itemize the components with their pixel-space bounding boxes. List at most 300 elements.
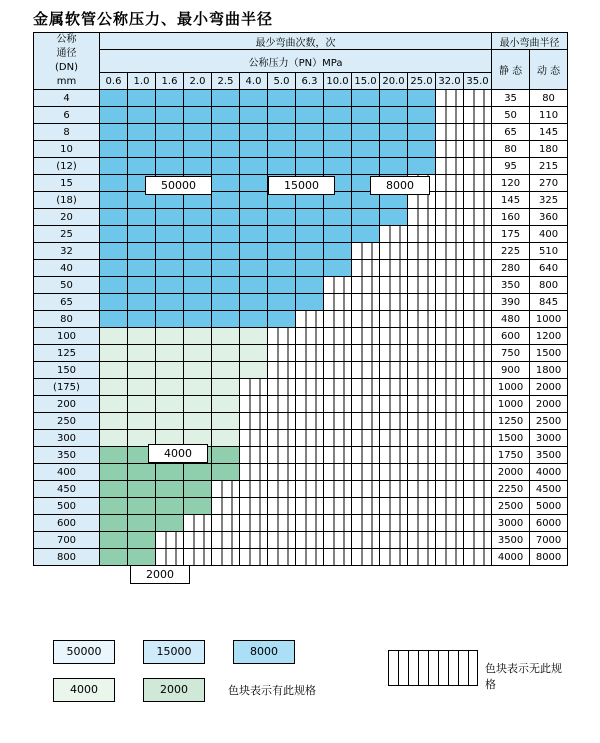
cell-r4-c12 — [436, 158, 464, 175]
cell-r10-c5 — [240, 260, 268, 277]
row-static-value: 145 — [492, 192, 530, 209]
row-dynamic-value: 80 — [530, 90, 568, 107]
cell-r2-c13 — [464, 124, 492, 141]
cell-r27-c10 — [380, 549, 408, 566]
cell-r3-c9 — [352, 141, 380, 158]
row-dynamic-value: 215 — [530, 158, 568, 175]
cell-r11-c8 — [324, 277, 352, 294]
callout-15000: 15000 — [268, 176, 335, 195]
row-dynamic-value: 6000 — [530, 515, 568, 532]
cell-r23-c3 — [184, 481, 212, 498]
cell-r25-c8 — [324, 515, 352, 532]
cell-r21-c13 — [464, 447, 492, 464]
cell-r19-c9 — [352, 413, 380, 430]
cell-r27-c11 — [408, 549, 436, 566]
row-static-value: 4000 — [492, 549, 530, 566]
cell-r13-c13 — [464, 311, 492, 328]
cell-r24-c11 — [408, 498, 436, 515]
cell-r8-c4 — [212, 226, 240, 243]
cell-r27-c1 — [128, 549, 156, 566]
cell-r19-c4 — [212, 413, 240, 430]
row-static-value: 65 — [492, 124, 530, 141]
cell-r11-c2 — [156, 277, 184, 294]
cell-r14-c4 — [212, 328, 240, 345]
cell-r6-c5 — [240, 192, 268, 209]
cell-r4-c2 — [156, 158, 184, 175]
cell-r12-c2 — [156, 294, 184, 311]
cell-r14-c0 — [100, 328, 128, 345]
cell-r20-c13 — [464, 430, 492, 447]
cell-r3-c6 — [268, 141, 296, 158]
cell-r13-c10 — [380, 311, 408, 328]
row-dynamic-value: 3000 — [530, 430, 568, 447]
cell-r0-c13 — [464, 90, 492, 107]
pressure-col-11: 25.0 — [408, 73, 436, 90]
row-static-value: 390 — [492, 294, 530, 311]
cell-r9-c5 — [240, 243, 268, 260]
row-static-value: 900 — [492, 362, 530, 379]
cell-r22-c3 — [184, 464, 212, 481]
cell-r8-c7 — [296, 226, 324, 243]
cell-r21-c12 — [436, 447, 464, 464]
cell-r17-c13 — [464, 379, 492, 396]
row-static-value: 2500 — [492, 498, 530, 515]
cell-r15-c8 — [324, 345, 352, 362]
cell-r16-c6 — [268, 362, 296, 379]
dn-header-line-1: 公称 — [56, 34, 77, 45]
cell-r2-c0 — [100, 124, 128, 141]
cell-r26-c0 — [100, 532, 128, 549]
cell-r11-c7 — [296, 277, 324, 294]
cell-r13-c2 — [156, 311, 184, 328]
cell-r23-c13 — [464, 481, 492, 498]
cell-r16-c9 — [352, 362, 380, 379]
row-dn-label: 600 — [34, 515, 100, 532]
cell-r5-c5 — [240, 175, 268, 192]
cell-r14-c10 — [380, 328, 408, 345]
cell-r17-c12 — [436, 379, 464, 396]
cell-r12-c5 — [240, 294, 268, 311]
row-dynamic-value: 510 — [530, 243, 568, 260]
legend-swatch-stripe — [388, 650, 478, 686]
row-static-value: 95 — [492, 158, 530, 175]
cell-r14-c6 — [268, 328, 296, 345]
cell-r11-c5 — [240, 277, 268, 294]
cell-r6-c12 — [436, 192, 464, 209]
cell-r19-c11 — [408, 413, 436, 430]
cell-r27-c4 — [212, 549, 240, 566]
cell-r0-c1 — [128, 90, 156, 107]
cell-r10-c7 — [296, 260, 324, 277]
cell-r10-c3 — [184, 260, 212, 277]
cell-r11-c12 — [436, 277, 464, 294]
cell-r8-c1 — [128, 226, 156, 243]
cell-r9-c0 — [100, 243, 128, 260]
cell-r17-c10 — [380, 379, 408, 396]
cell-r26-c6 — [268, 532, 296, 549]
table-row — [34, 549, 568, 566]
cell-r23-c12 — [436, 481, 464, 498]
cell-r16-c1 — [128, 362, 156, 379]
cell-r15-c5 — [240, 345, 268, 362]
cell-r17-c6 — [268, 379, 296, 396]
cell-r10-c11 — [408, 260, 436, 277]
table-row — [34, 90, 568, 107]
cell-r23-c7 — [296, 481, 324, 498]
cell-r8-c9 — [352, 226, 380, 243]
cell-r21-c7 — [296, 447, 324, 464]
cell-r18-c1 — [128, 396, 156, 413]
cell-r11-c3 — [184, 277, 212, 294]
cell-r14-c3 — [184, 328, 212, 345]
cell-r4-c5 — [240, 158, 268, 175]
cell-r26-c2 — [156, 532, 184, 549]
spec-table — [33, 32, 568, 566]
cell-r16-c2 — [156, 362, 184, 379]
cell-r16-c10 — [380, 362, 408, 379]
cell-r7-c4 — [212, 209, 240, 226]
legend-note-color: 色块表示有此规格 — [228, 684, 316, 697]
cell-r14-c11 — [408, 328, 436, 345]
cell-r25-c3 — [184, 515, 212, 532]
cell-r4-c11 — [408, 158, 436, 175]
callout-8000: 8000 — [370, 176, 430, 195]
pressure-row — [34, 73, 568, 90]
cell-r3-c13 — [464, 141, 492, 158]
cell-r2-c4 — [212, 124, 240, 141]
cell-r20-c8 — [324, 430, 352, 447]
cell-r12-c7 — [296, 294, 324, 311]
cell-r27-c0 — [100, 549, 128, 566]
cell-r23-c9 — [352, 481, 380, 498]
cell-r26-c4 — [212, 532, 240, 549]
table-row — [34, 124, 568, 141]
cell-r3-c8 — [324, 141, 352, 158]
table-row — [34, 362, 568, 379]
cell-r14-c1 — [128, 328, 156, 345]
cell-r11-c1 — [128, 277, 156, 294]
pressure-col-10: 20.0 — [380, 73, 408, 90]
cell-r9-c12 — [436, 243, 464, 260]
cell-r12-c8 — [324, 294, 352, 311]
row-dn-label: 150 — [34, 362, 100, 379]
row-dn-label: 8 — [34, 124, 100, 141]
row-dn-label: 15 — [34, 175, 100, 192]
cell-r13-c1 — [128, 311, 156, 328]
cell-r26-c11 — [408, 532, 436, 549]
cell-r25-c7 — [296, 515, 324, 532]
cell-r27-c9 — [352, 549, 380, 566]
cell-r6-c4 — [212, 192, 240, 209]
cell-r12-c11 — [408, 294, 436, 311]
cell-r10-c1 — [128, 260, 156, 277]
cell-r7-c11 — [408, 209, 436, 226]
cell-r15-c10 — [380, 345, 408, 362]
cell-r23-c1 — [128, 481, 156, 498]
cell-r21-c11 — [408, 447, 436, 464]
cell-r3-c3 — [184, 141, 212, 158]
cell-r4-c1 — [128, 158, 156, 175]
cell-r19-c10 — [380, 413, 408, 430]
cell-r20-c12 — [436, 430, 464, 447]
cell-r25-c13 — [464, 515, 492, 532]
row-dn-label: 6 — [34, 107, 100, 124]
cell-r18-c0 — [100, 396, 128, 413]
callout-4000: 4000 — [148, 444, 208, 463]
cell-r26-c9 — [352, 532, 380, 549]
row-dynamic-value: 145 — [530, 124, 568, 141]
row-static-value: 2000 — [492, 464, 530, 481]
cell-r22-c4 — [212, 464, 240, 481]
row-dynamic-value: 180 — [530, 141, 568, 158]
cell-r5-c13 — [464, 175, 492, 192]
cell-r23-c4 — [212, 481, 240, 498]
cell-r25-c2 — [156, 515, 184, 532]
row-dynamic-value: 1800 — [530, 362, 568, 379]
table-row — [34, 294, 568, 311]
cell-r0-c12 — [436, 90, 464, 107]
cell-r22-c11 — [408, 464, 436, 481]
cell-r13-c8 — [324, 311, 352, 328]
cell-r0-c0 — [100, 90, 128, 107]
table-row — [34, 430, 568, 447]
cell-r10-c4 — [212, 260, 240, 277]
cell-r15-c12 — [436, 345, 464, 362]
row-dynamic-value: 5000 — [530, 498, 568, 515]
cell-r20-c5 — [240, 430, 268, 447]
cell-r11-c9 — [352, 277, 380, 294]
cell-r9-c6 — [268, 243, 296, 260]
row-dynamic-value: 4000 — [530, 464, 568, 481]
cell-r24-c3 — [184, 498, 212, 515]
cell-r15-c7 — [296, 345, 324, 362]
cell-r14-c7 — [296, 328, 324, 345]
cell-r11-c10 — [380, 277, 408, 294]
cell-r24-c7 — [296, 498, 324, 515]
cell-r27-c5 — [240, 549, 268, 566]
cell-r22-c1 — [128, 464, 156, 481]
cell-r4-c0 — [100, 158, 128, 175]
row-dn-label: 10 — [34, 141, 100, 158]
row-dn-label: 450 — [34, 481, 100, 498]
cell-r3-c4 — [212, 141, 240, 158]
row-static-value: 750 — [492, 345, 530, 362]
row-static-value: 3000 — [492, 515, 530, 532]
cell-r19-c5 — [240, 413, 268, 430]
cell-r2-c5 — [240, 124, 268, 141]
cell-r5-c4 — [212, 175, 240, 192]
cell-r0-c4 — [212, 90, 240, 107]
cell-r22-c0 — [100, 464, 128, 481]
table-row — [34, 515, 568, 532]
table-row — [34, 277, 568, 294]
table-row — [34, 328, 568, 345]
static-header: 静 态 — [492, 50, 530, 90]
cell-r26-c13 — [464, 532, 492, 549]
pressure-header: 公称压力（PN）MPa — [100, 50, 492, 73]
row-dn-label: (18) — [34, 192, 100, 209]
cell-r20-c10 — [380, 430, 408, 447]
cell-r12-c10 — [380, 294, 408, 311]
row-static-value: 2250 — [492, 481, 530, 498]
cell-r1-c7 — [296, 107, 324, 124]
dn-header — [34, 33, 100, 90]
cell-r2-c6 — [268, 124, 296, 141]
cell-r18-c11 — [408, 396, 436, 413]
cell-r10-c2 — [156, 260, 184, 277]
cell-r25-c1 — [128, 515, 156, 532]
cell-r15-c13 — [464, 345, 492, 362]
cell-r15-c4 — [212, 345, 240, 362]
pressure-col-0: 0.6 — [100, 73, 128, 90]
cell-r7-c5 — [240, 209, 268, 226]
cell-r19-c12 — [436, 413, 464, 430]
cell-r10-c10 — [380, 260, 408, 277]
callout-2000: 2000 — [130, 565, 190, 584]
cell-r18-c12 — [436, 396, 464, 413]
cell-r0-c5 — [240, 90, 268, 107]
cell-r19-c2 — [156, 413, 184, 430]
cell-r25-c0 — [100, 515, 128, 532]
cell-r2-c9 — [352, 124, 380, 141]
cell-r1-c10 — [380, 107, 408, 124]
cell-r27-c2 — [156, 549, 184, 566]
cell-r12-c0 — [100, 294, 128, 311]
cell-r2-c8 — [324, 124, 352, 141]
cell-r4-c7 — [296, 158, 324, 175]
cell-r1-c13 — [464, 107, 492, 124]
cell-r3-c1 — [128, 141, 156, 158]
cell-r9-c4 — [212, 243, 240, 260]
cell-r26-c12 — [436, 532, 464, 549]
row-static-value: 1250 — [492, 413, 530, 430]
cell-r16-c13 — [464, 362, 492, 379]
pressure-col-2: 1.6 — [156, 73, 184, 90]
row-dynamic-value: 640 — [530, 260, 568, 277]
cell-r17-c11 — [408, 379, 436, 396]
cell-r0-c7 — [296, 90, 324, 107]
cell-r13-c11 — [408, 311, 436, 328]
cell-r2-c2 — [156, 124, 184, 141]
cell-r14-c9 — [352, 328, 380, 345]
cell-r18-c6 — [268, 396, 296, 413]
cell-r7-c12 — [436, 209, 464, 226]
table-row — [34, 260, 568, 277]
row-dn-label: 350 — [34, 447, 100, 464]
cell-r8-c11 — [408, 226, 436, 243]
cell-r1-c2 — [156, 107, 184, 124]
cell-r24-c5 — [240, 498, 268, 515]
cell-r16-c12 — [436, 362, 464, 379]
cell-r15-c6 — [268, 345, 296, 362]
row-dynamic-value: 7000 — [530, 532, 568, 549]
table-row — [34, 413, 568, 430]
cell-r20-c6 — [268, 430, 296, 447]
table-row — [34, 532, 568, 549]
cell-r7-c9 — [352, 209, 380, 226]
row-dn-label: 80 — [34, 311, 100, 328]
cell-r2-c7 — [296, 124, 324, 141]
cell-r2-c1 — [128, 124, 156, 141]
cell-r4-c3 — [184, 158, 212, 175]
cell-r1-c8 — [324, 107, 352, 124]
cell-r24-c9 — [352, 498, 380, 515]
cell-r9-c2 — [156, 243, 184, 260]
cell-r18-c3 — [184, 396, 212, 413]
dn-header-line-3: (DN) — [55, 62, 78, 73]
row-static-value: 175 — [492, 226, 530, 243]
cell-r12-c6 — [268, 294, 296, 311]
cell-r8-c5 — [240, 226, 268, 243]
row-dn-label: 125 — [34, 345, 100, 362]
cell-r18-c13 — [464, 396, 492, 413]
row-dynamic-value: 270 — [530, 175, 568, 192]
cell-r27-c6 — [268, 549, 296, 566]
pressure-col-9: 15.0 — [352, 73, 380, 90]
row-dynamic-value: 4500 — [530, 481, 568, 498]
row-dn-label: 20 — [34, 209, 100, 226]
cell-r15-c1 — [128, 345, 156, 362]
cell-r1-c5 — [240, 107, 268, 124]
cell-r7-c10 — [380, 209, 408, 226]
cell-r22-c2 — [156, 464, 184, 481]
cell-r9-c1 — [128, 243, 156, 260]
row-dynamic-value: 110 — [530, 107, 568, 124]
cell-r9-c11 — [408, 243, 436, 260]
cell-r18-c2 — [156, 396, 184, 413]
cell-r10-c0 — [100, 260, 128, 277]
cell-r25-c12 — [436, 515, 464, 532]
cell-r27-c3 — [184, 549, 212, 566]
cell-r13-c9 — [352, 311, 380, 328]
cell-r19-c13 — [464, 413, 492, 430]
cell-r26-c3 — [184, 532, 212, 549]
row-static-value: 280 — [492, 260, 530, 277]
cell-r18-c8 — [324, 396, 352, 413]
cell-r25-c6 — [268, 515, 296, 532]
cell-r23-c6 — [268, 481, 296, 498]
table-row — [34, 447, 568, 464]
legend-swatch-8000: 8000 — [233, 640, 295, 664]
row-dn-label: (12) — [34, 158, 100, 175]
cell-r4-c10 — [380, 158, 408, 175]
cell-r1-c1 — [128, 107, 156, 124]
row-dn-label: 65 — [34, 294, 100, 311]
dn-header-line-2: 通径 — [56, 48, 77, 59]
cell-r17-c2 — [156, 379, 184, 396]
cell-r7-c0 — [100, 209, 128, 226]
row-dynamic-value: 1200 — [530, 328, 568, 345]
table-body — [34, 90, 568, 566]
cell-r22-c7 — [296, 464, 324, 481]
cell-r11-c13 — [464, 277, 492, 294]
cell-r19-c3 — [184, 413, 212, 430]
cell-r4-c4 — [212, 158, 240, 175]
cell-r22-c13 — [464, 464, 492, 481]
cell-r0-c6 — [268, 90, 296, 107]
cell-r13-c0 — [100, 311, 128, 328]
cell-r23-c5 — [240, 481, 268, 498]
cell-r4-c13 — [464, 158, 492, 175]
legend — [33, 638, 567, 708]
cell-r0-c10 — [380, 90, 408, 107]
cell-r10-c9 — [352, 260, 380, 277]
table-row — [34, 226, 568, 243]
cell-r13-c5 — [240, 311, 268, 328]
cell-r3-c0 — [100, 141, 128, 158]
cell-r21-c9 — [352, 447, 380, 464]
cell-r8-c13 — [464, 226, 492, 243]
